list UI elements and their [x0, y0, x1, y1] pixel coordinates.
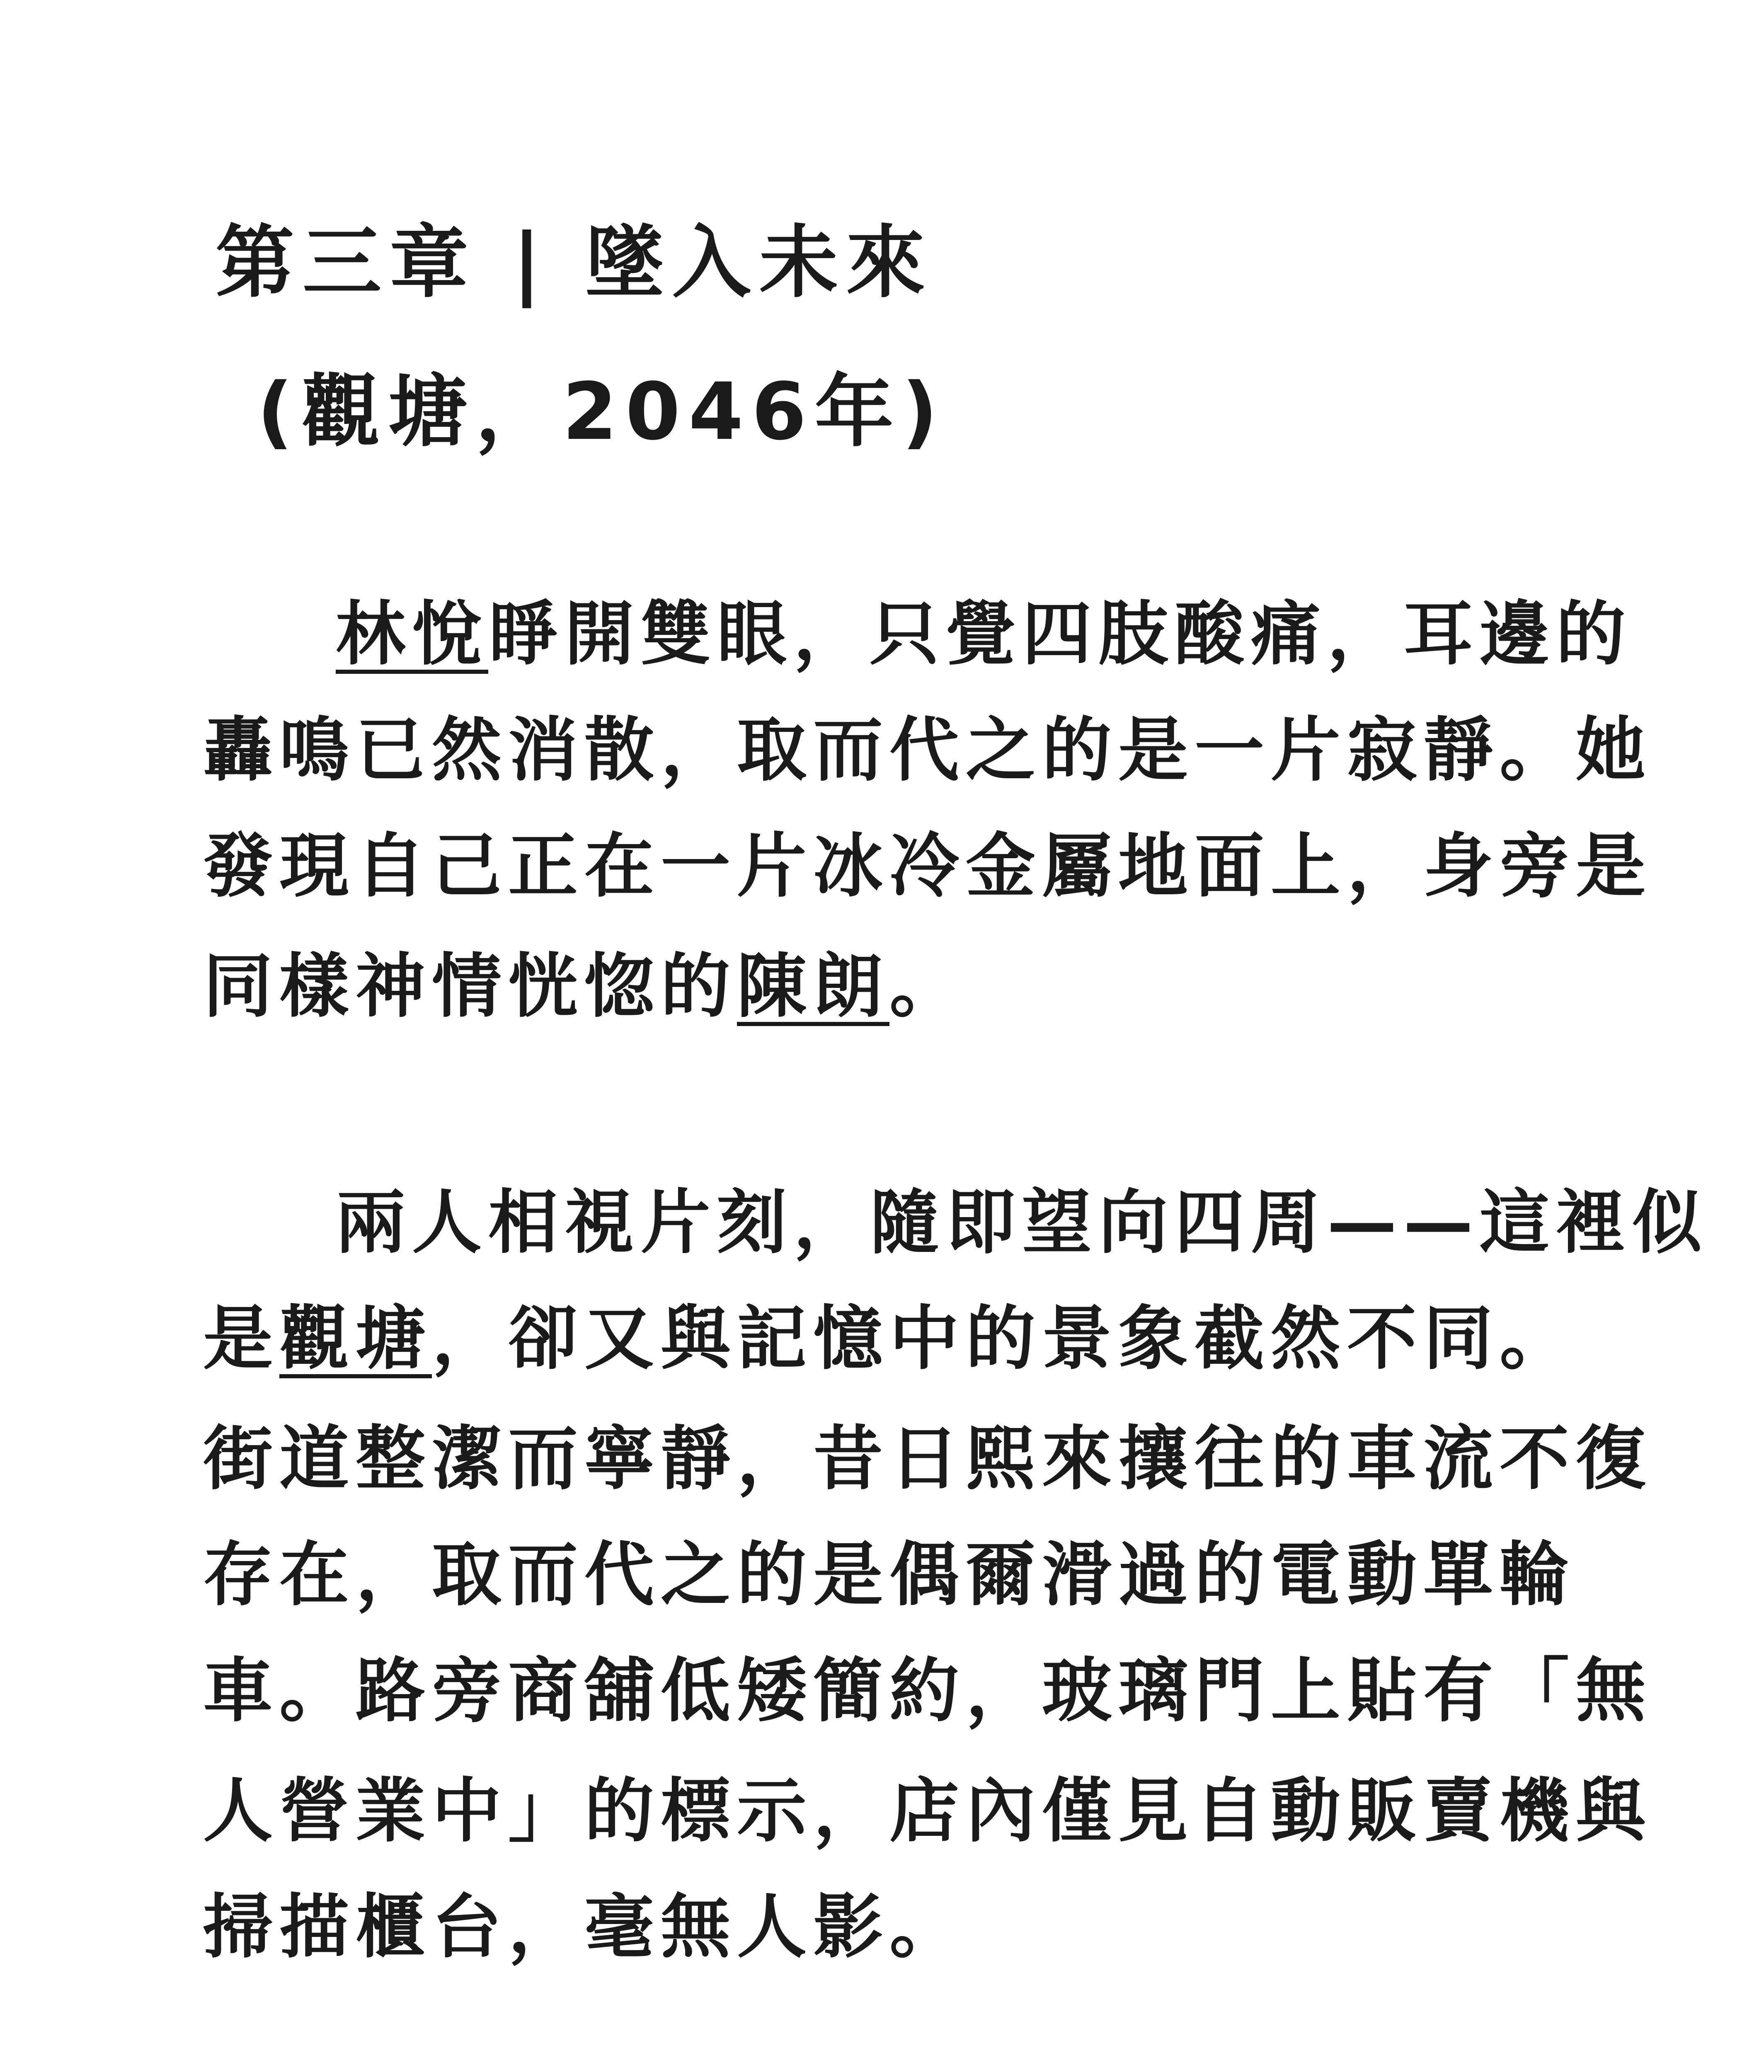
- chapter-subtitle: (觀塘，2046年): [257, 366, 946, 457]
- paragraph-2-line: [203, 1886, 966, 1969]
- paragraph-2-line: [336, 1181, 1708, 1265]
- paragraph-2-line: [203, 1769, 1652, 1853]
- text-segment: ，卻又與記憶中的景象截然不同。: [432, 1298, 1576, 1379]
- text-segment: 。: [889, 946, 966, 1027]
- paragraph-2-line: [203, 1649, 1652, 1733]
- chapter-title: 第三章 | 墜入未來: [216, 217, 933, 308]
- text-segment: 車。路旁商舖低矮簡約，玻璃門上貼有「無: [203, 1650, 1652, 1731]
- underlined-name: 觀塘: [279, 1298, 432, 1379]
- text-segment: 人營業中」的標示，店內僅見自動販賣機與: [203, 1770, 1652, 1852]
- text-segment: 同樣神情恍惚的: [203, 946, 737, 1027]
- underlined-name: 陳朗: [737, 946, 889, 1027]
- paragraph-2-line: [203, 1297, 1576, 1381]
- paragraph-1-line: [203, 825, 1652, 908]
- text-segment: 掃描櫃台，毫無人影。: [203, 1886, 966, 1968]
- text-segment: 發現自己正在一片冰冷金屬地面上，身旁是: [203, 825, 1652, 907]
- text-segment: 兩人相視片刻，隨即望向四周——這裡似: [336, 1182, 1708, 1263]
- text-segment: 睜開雙眼，只覺四肢酸痛，耳邊的: [488, 593, 1632, 675]
- paragraph-1-line: [203, 945, 966, 1029]
- paragraph-2-line: [203, 1417, 1652, 1501]
- text-segment: 存在，取而代之的是偶爾滑過的電動單輪: [203, 1534, 1576, 1615]
- paragraph-2-line: [203, 1533, 1576, 1617]
- text-segment: 轟鳴已然消散，取而代之的是一片寂靜。她: [203, 709, 1652, 791]
- paragraph-1-line: [203, 709, 1652, 792]
- paragraph-1-line: [336, 593, 1632, 676]
- text-segment: 街道整潔而寧靜，昔日熙來攘往的車流不復: [203, 1418, 1652, 1499]
- text-segment: 是: [203, 1298, 279, 1379]
- underlined-name: 林悅: [336, 593, 488, 675]
